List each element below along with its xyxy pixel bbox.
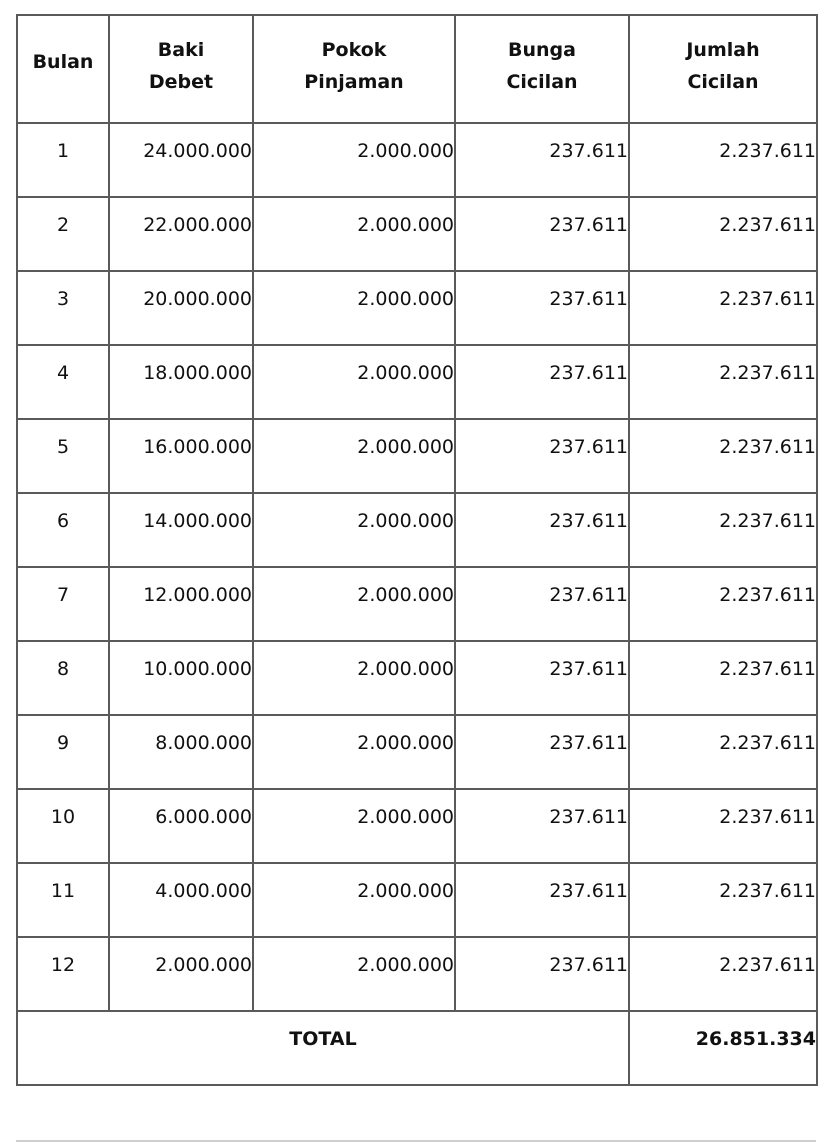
cell-month: 1 xyxy=(17,123,109,197)
cell-installment: 2.237.611 xyxy=(629,271,817,345)
cell-interest: 237.611 xyxy=(455,641,629,715)
cell-principal: 2.000.000 xyxy=(253,493,455,567)
cell-balance: 6.000.000 xyxy=(109,789,253,863)
cell-installment: 2.237.611 xyxy=(629,197,817,271)
cell-installment: 2.237.611 xyxy=(629,863,817,937)
header-balance-line1: Baki xyxy=(157,39,205,61)
table-row xyxy=(17,789,817,863)
total-row xyxy=(17,1011,817,1085)
table-footer xyxy=(17,1011,817,1085)
header-interest-line1: Bunga xyxy=(508,39,576,61)
cell-month: 4 xyxy=(17,345,109,419)
header-installment-line1: Jumlah xyxy=(686,39,760,61)
table-row xyxy=(17,123,817,197)
header-principal-line1: Pokok xyxy=(321,39,387,61)
cell-interest: 237.611 xyxy=(455,567,629,641)
cell-principal: 2.000.000 xyxy=(253,937,455,1011)
cell-principal: 2.000.000 xyxy=(253,271,455,345)
cell-month: 8 xyxy=(17,641,109,715)
cell-installment: 2.237.611 xyxy=(629,123,817,197)
cell-principal: 2.000.000 xyxy=(253,345,455,419)
cell-month: 7 xyxy=(17,567,109,641)
cell-installment: 2.237.611 xyxy=(629,789,817,863)
total-value: 26.851.334 xyxy=(629,1011,817,1085)
cell-interest: 237.611 xyxy=(455,271,629,345)
table-row xyxy=(17,493,817,567)
table-row xyxy=(17,271,817,345)
table-row xyxy=(17,641,817,715)
cell-balance: 2.000.000 xyxy=(109,937,253,1011)
cell-balance: 4.000.000 xyxy=(109,863,253,937)
bottom-divider xyxy=(16,1140,816,1142)
cell-month: 3 xyxy=(17,271,109,345)
cell-balance: 16.000.000 xyxy=(109,419,253,493)
cell-principal: 2.000.000 xyxy=(253,641,455,715)
cell-principal: 2.000.000 xyxy=(253,863,455,937)
table-row xyxy=(17,715,817,789)
header-principal-line2: Pinjaman xyxy=(304,71,404,93)
table-row xyxy=(17,197,817,271)
cell-month: 11 xyxy=(17,863,109,937)
cell-month: 9 xyxy=(17,715,109,789)
cell-installment: 2.237.611 xyxy=(629,567,817,641)
cell-installment: 2.237.611 xyxy=(629,493,817,567)
header-interest xyxy=(455,15,629,123)
cell-interest: 237.611 xyxy=(455,197,629,271)
cell-principal: 2.000.000 xyxy=(253,789,455,863)
installment-table xyxy=(16,14,818,1086)
cell-interest: 237.611 xyxy=(455,937,629,1011)
cell-interest: 237.611 xyxy=(455,419,629,493)
cell-month: 6 xyxy=(17,493,109,567)
cell-interest: 237.611 xyxy=(455,863,629,937)
cell-interest: 237.611 xyxy=(455,715,629,789)
total-label: TOTAL xyxy=(17,1011,629,1085)
cell-principal: 2.000.000 xyxy=(253,715,455,789)
header-month-label: Bulan xyxy=(32,51,94,73)
cell-month: 10 xyxy=(17,789,109,863)
header-balance xyxy=(109,15,253,123)
cell-interest: 237.611 xyxy=(455,123,629,197)
table-row xyxy=(17,937,817,1011)
header-installment-line2: Cicilan xyxy=(687,71,759,93)
cell-principal: 2.000.000 xyxy=(253,567,455,641)
cell-month: 12 xyxy=(17,937,109,1011)
cell-balance: 10.000.000 xyxy=(109,641,253,715)
cell-interest: 237.611 xyxy=(455,493,629,567)
cell-balance: 8.000.000 xyxy=(109,715,253,789)
table-row xyxy=(17,345,817,419)
cell-principal: 2.000.000 xyxy=(253,197,455,271)
cell-interest: 237.611 xyxy=(455,789,629,863)
table-body xyxy=(17,123,817,1011)
table-header xyxy=(17,15,817,123)
cell-balance: 24.000.000 xyxy=(109,123,253,197)
header-principal xyxy=(253,15,455,123)
cell-installment: 2.237.611 xyxy=(629,715,817,789)
table-row xyxy=(17,419,817,493)
header-balance-line2: Debet xyxy=(148,71,214,93)
header-row xyxy=(17,15,817,123)
cell-installment: 2.237.611 xyxy=(629,419,817,493)
header-installment xyxy=(629,15,817,123)
header-month xyxy=(17,15,109,123)
cell-principal: 2.000.000 xyxy=(253,123,455,197)
cell-installment: 2.237.611 xyxy=(629,641,817,715)
cell-balance: 12.000.000 xyxy=(109,567,253,641)
cell-balance: 20.000.000 xyxy=(109,271,253,345)
cell-principal: 2.000.000 xyxy=(253,419,455,493)
cell-balance: 18.000.000 xyxy=(109,345,253,419)
table-row xyxy=(17,863,817,937)
cell-month: 2 xyxy=(17,197,109,271)
cell-interest: 237.611 xyxy=(455,345,629,419)
cell-balance: 22.000.000 xyxy=(109,197,253,271)
table-row xyxy=(17,567,817,641)
header-interest-line2: Cicilan xyxy=(506,71,578,93)
cell-installment: 2.237.611 xyxy=(629,937,817,1011)
cell-balance: 14.000.000 xyxy=(109,493,253,567)
cell-installment: 2.237.611 xyxy=(629,345,817,419)
cell-month: 5 xyxy=(17,419,109,493)
